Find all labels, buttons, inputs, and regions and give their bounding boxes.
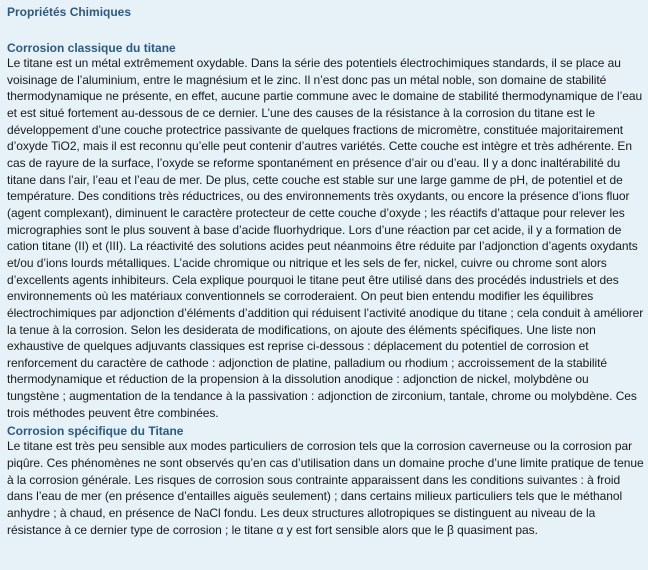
section-heading: Corrosion classique du titane [7, 41, 176, 55]
section-corrosion-classique [7, 41, 644, 421]
section-corrosion-specifique [7, 424, 644, 538]
section-paragraph: Le titane est très peu sensible aux modes particuliers de corrosion tels que la corrosion caverneuse ou la corrosion par piqûre. Ces phénomènes ne sont observés qu’en cas d’utilisation dans un domaine proche d’une limite pratique de tenue à la corrosion générale. Les risques de corrosion sous contrainte apparaissent dans les conditions suivantes : à froid dans l’eau de mer (en présence d’entailles aiguës seulement) ; dans certains milieux particuliers tels que le méthanol anhydre ; à chaud, en présence de NaCl fondu. Les deux structures allotropiques se distinguent au niveau de la résistance à ce dernier type de corrosion ; le titane α y est fort sensible alors que le β quasiment pas. [7, 439, 644, 537]
page-title: Propriétés Chimiques [7, 5, 132, 19]
section-heading: Corrosion spécifique du Titane [7, 424, 184, 439]
section-paragraph: Le titane est un métal extrêmement oxydable. Dans la série des potentiels électrochimiques standards, il se place au voisinage de l’aluminium, entre le magnésium et le zinc. Il n’est donc pas un métal noble, son domaine de stabilité thermodynamique ne présente, en effet, aucune partie commune avec le domaine de stabilité thermodynamique de l’eau et est situé fortement au-dessous de ce dernier. L’une des causes de la résistance à la corrosion du titane est le développement d’une couche protectrice passivante de quelques fractions de micromètre, constituée majoritairement d’oxyde TiO2, mais il est reconnu qu’elle peut contenir d’autres variétés. Cette couche est intègre et très adhérente. En cas de rayure de la surface, l’oxyde se reforme spontanément en présence d’air ou d’eau. Il y a donc inaltérabilité du titane dans l’air, l’eau et l’eau de mer. De plus, cette couche est stable sur une large gamme de pH, de potentiel et de température. Des conditions très réductrices, ou des environnements très oxydants, ou encore la présence d’ions fluor (agent complexant), diminuent le caractère protecteur de cette couche d’oxyde ; les réactifs d’attaque pour relever les micrographies sont le plus souvent à base d’acide fluorhydrique. Lors d’une réaction par cet acide, il y a formation de cation titane (II) et (III). La réactivité des solutions acides peut néanmoins être réduite par l’adjonction d’agents oxydants et/ou d’ions lourds métalliques. L’acide chromique ou nitrique et les sels de fer, nickel, cuivre ou chrome sont alors d’excellents agents inhibiteurs. Cela explique pourquoi le titane peut être utilisé dans des procédés industriels et des environnements où les matériaux conventionnels se corroderaient. On peut bien entendu modifier les équilibres électrochimiques par adjonction d’éléments d’addition qui réduisent l’activité anodique du titane ; cela conduit à améliorer la tenue à la corrosion. Selon les desiderata de modifications, on ajoute des éléments spécifiques. Une liste non exhaustive de quelques adjuvants classiques est reprise ci-dessous : déplacement du potentiel de corrosion et renforcement du caractère de cathode : adjonction de platine, palladium ou rhodium ; accroissement de la stabilité thermodynamique et réduction de la propension à la dissolution anodique : adjonction de nickel, molybdène ou tungstène ; augmentation de la tendance à la passivation : adjonction de zirconium, tantale, chrome ou molybdène. Ces trois méthodes peuvent être combinées. [7, 56, 644, 420]
